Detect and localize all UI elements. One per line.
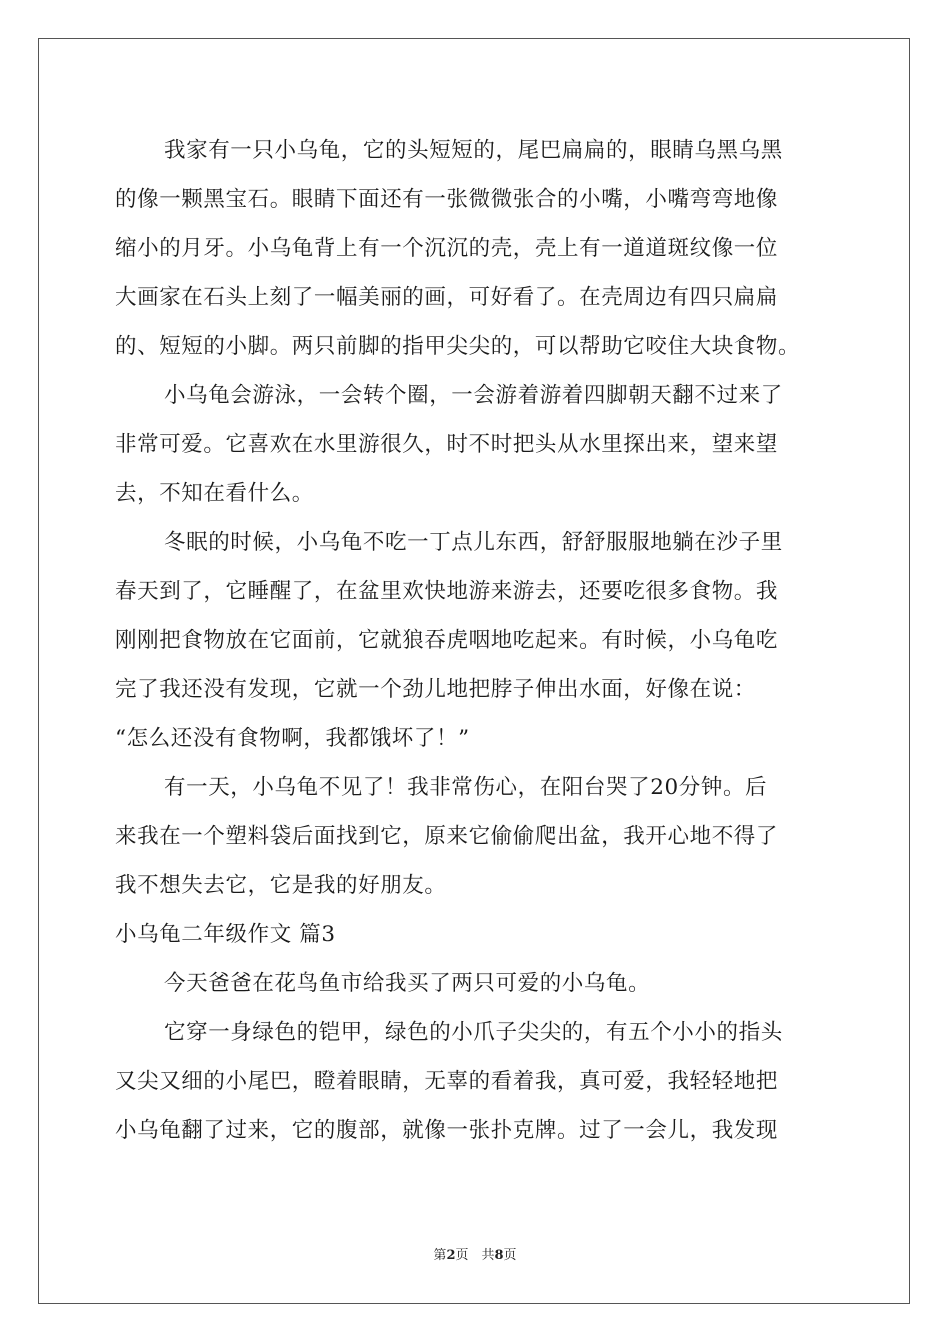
text-line: 冬眠的时候，小乌龟不吃一丁点儿东西，舒舒服服地躺在沙子里 [164, 530, 783, 555]
text-line: 大画家在石头上刻了一幅美丽的画，可好看了。在壳周边有四只扁扁 [115, 285, 779, 310]
page-label-prefix: 第 [433, 1248, 447, 1263]
paragraph [115, 126, 850, 371]
text-line: 非常可爱。它喜欢在水里游很久，时不时把头从水里探出来，望来望 [115, 432, 779, 457]
text-line: 的像一颗黑宝石。眼睛下面还有一张微微张合的小嘴，小嘴弯弯地像 [115, 187, 779, 212]
page-label-suffix: 页 [503, 1248, 517, 1263]
text-line: 小乌龟翻了过来，它的腹部，就像一张扑克牌。过了一会儿，我发现 [115, 1118, 779, 1143]
paragraph [115, 371, 850, 518]
text-line: 有一天，小乌龟不见了！我非常伤心，在阳台哭了20分钟。后 [164, 775, 768, 800]
paragraph [115, 959, 850, 1008]
text-line: 我不想失去它，它是我的好朋友。 [115, 873, 447, 898]
text-line: 今天爸爸在花鸟鱼市给我买了两只可爱的小乌龟。 [164, 971, 651, 996]
text-line: 去，不知在看什么。 [115, 481, 314, 506]
current-page-number: 2 [446, 1248, 456, 1263]
paragraph [115, 1008, 850, 1155]
paragraph [115, 518, 850, 763]
section-heading: 小乌龟二年级作文 篇3 [115, 922, 336, 947]
paragraph [115, 763, 850, 910]
text-line: 来我在一个塑料袋后面找到它，原来它偷偷爬出盆，我开心地不得了 [115, 824, 779, 849]
text-line: 小乌龟会游泳，一会转个圈，一会游着游着四脚朝天翻不过来了 [164, 383, 783, 408]
text-line: “怎么还没有食物啊，我都饿坏了！” [115, 726, 470, 751]
text-line: 它穿一身绿色的铠甲，绿色的小爪子尖尖的，有五个小小的指头 [164, 1020, 783, 1045]
text-line: 完了我还没有发现，它就一个劲儿地把脖子伸出水面，好像在说： [115, 677, 756, 702]
text-line: 的、短短的小脚。两只前脚的指甲尖尖的，可以帮助它咬住大块食物。 [115, 334, 801, 359]
text-line: 春天到了，它睡醒了，在盆里欢快地游来游去，还要吃很多食物。我 [115, 579, 779, 604]
text-line: 又尖又细的小尾巴，瞪着眼睛，无辜的看着我，真可爱，我轻轻地把 [115, 1069, 779, 1094]
text-line: 刚刚把食物放在它面前，它就狼吞虎咽地吃起来。有时候，小乌龟吃 [115, 628, 779, 653]
total-page-count: 8 [494, 1248, 504, 1263]
page-footer [0, 1244, 950, 1263]
text-line: 我家有一只小乌龟，它的头短短的，尾巴扁扁的，眼睛乌黑乌黑 [164, 138, 783, 163]
page-label-middle: 页 共 [455, 1248, 495, 1263]
text-line: 缩小的月牙。小乌龟背上有一个沉沉的壳，壳上有一道道斑纹像一位 [115, 236, 779, 261]
document-body [115, 126, 850, 1155]
